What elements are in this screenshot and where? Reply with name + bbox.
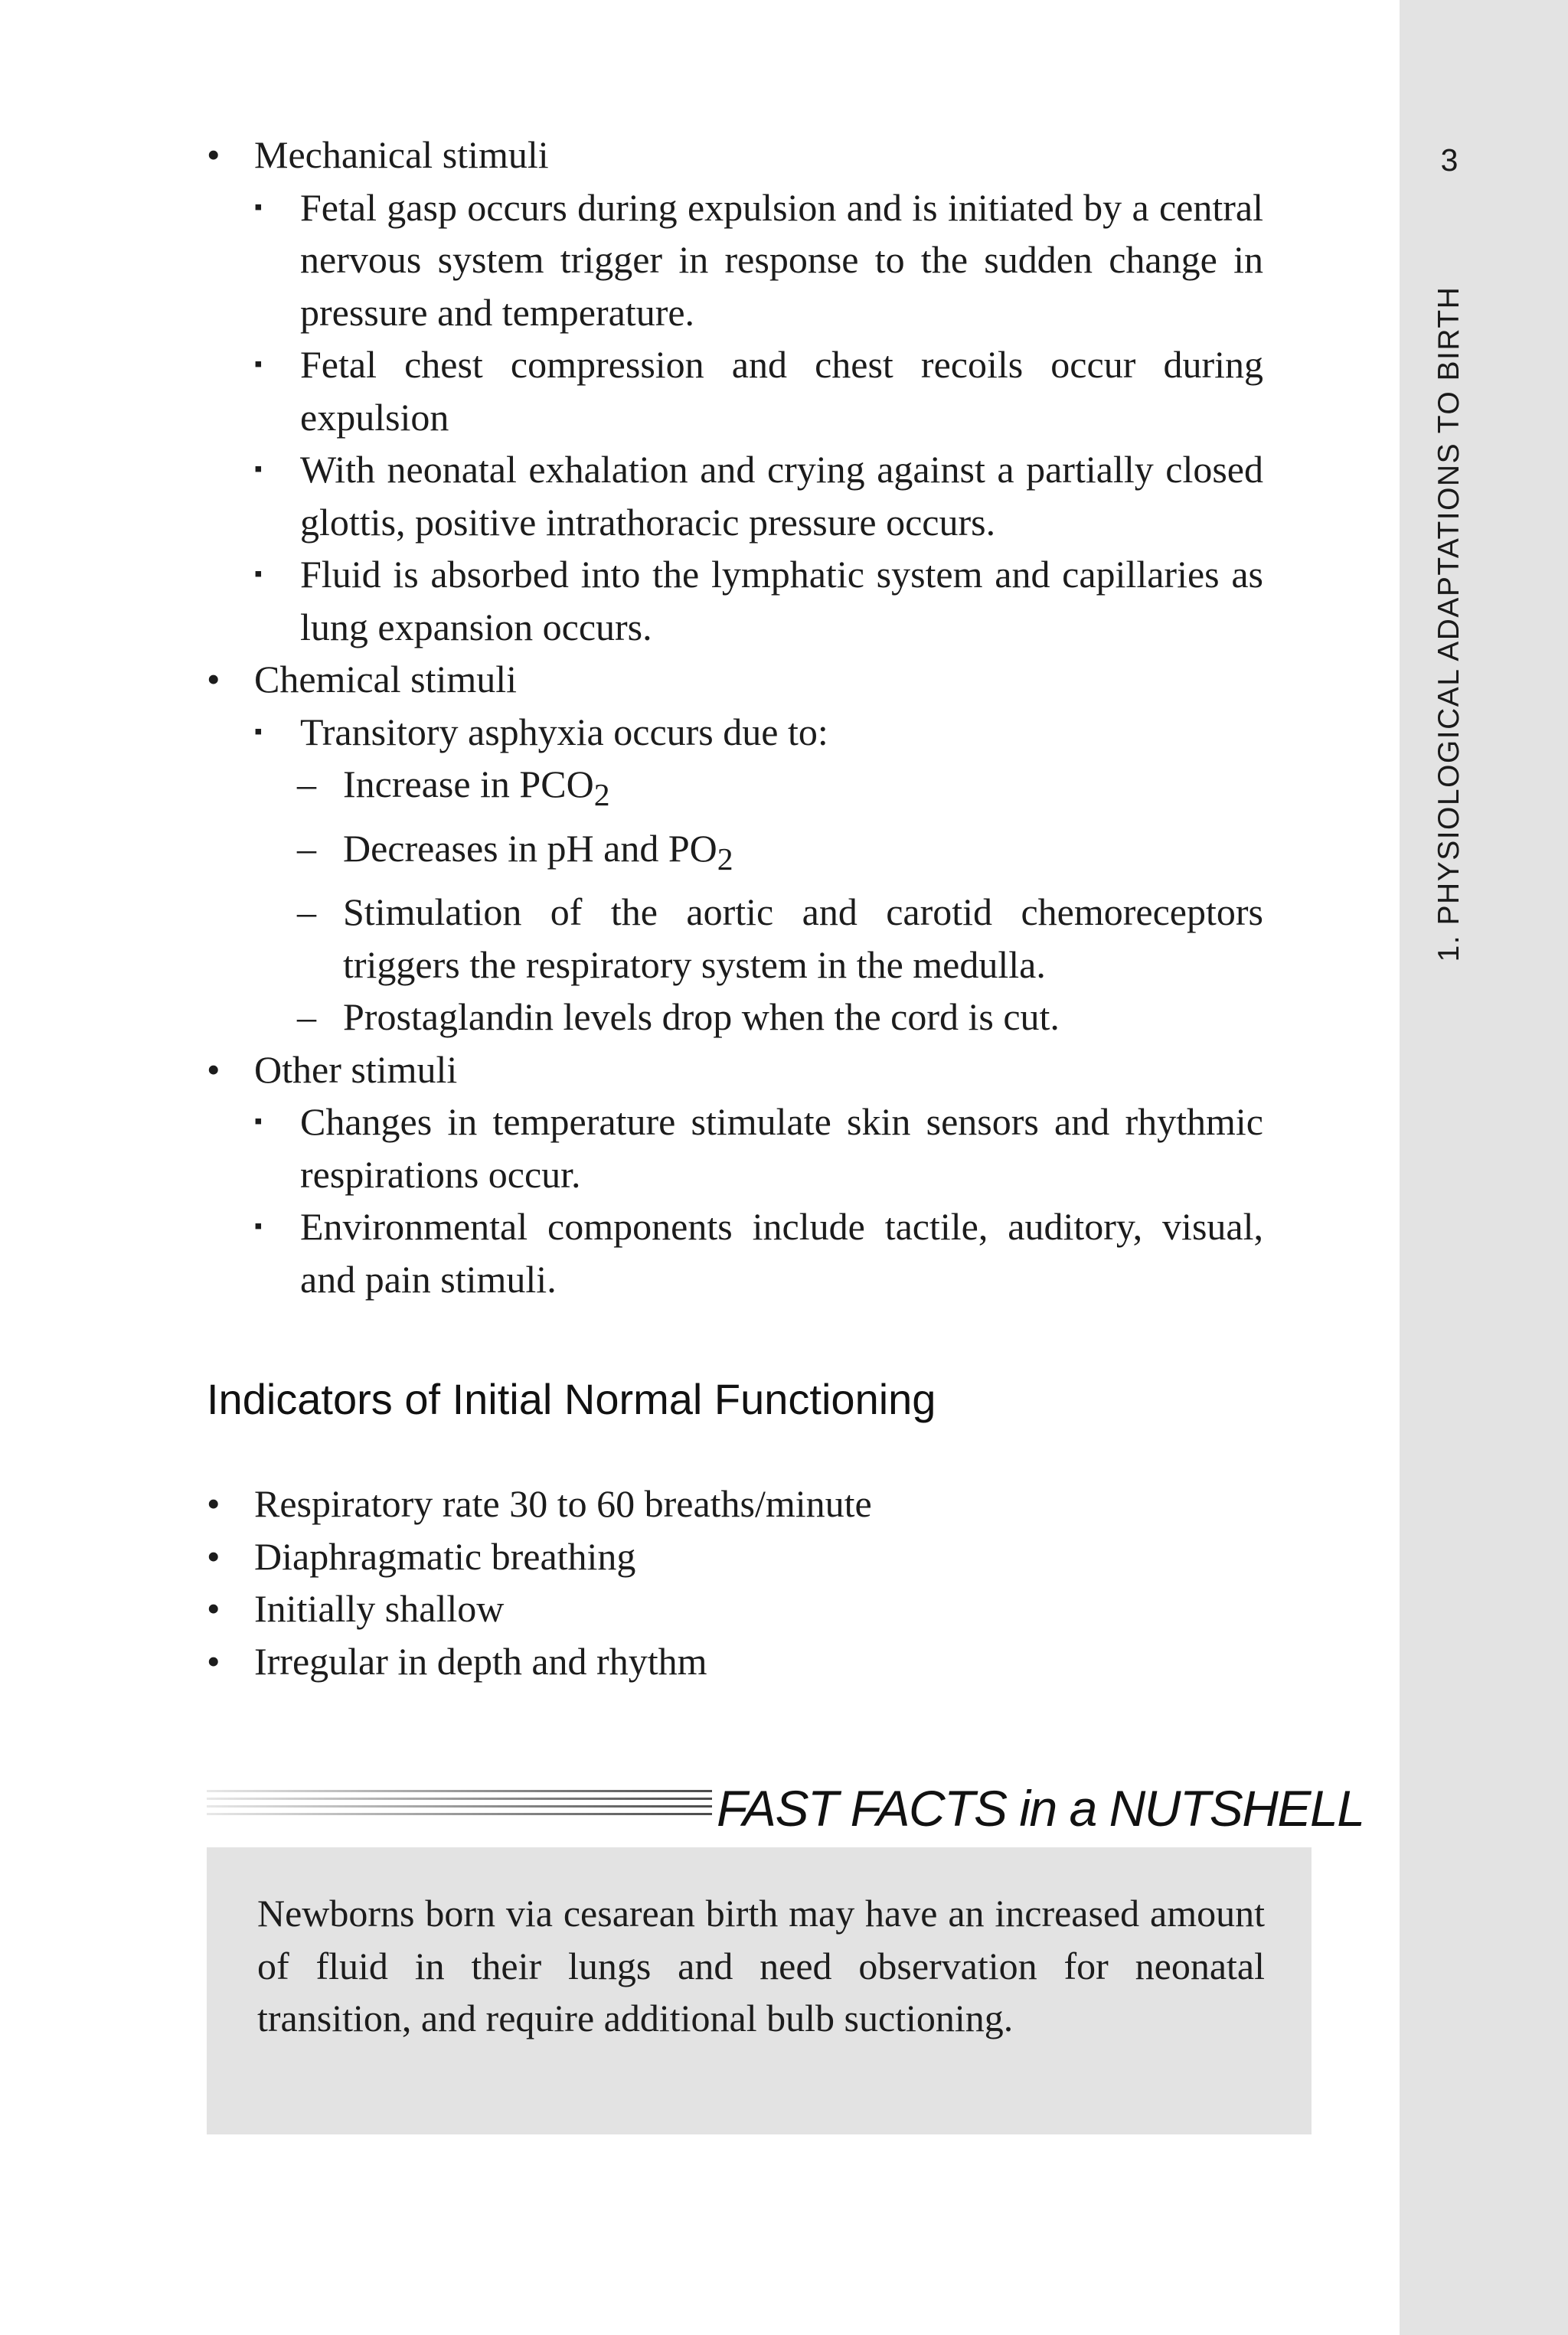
square-bullet-marker: ▪ <box>254 194 263 220</box>
page-number: 3 <box>1440 142 1459 178</box>
list-item-text: With neonatal exhalation and crying against a partially closed glottis, positive intrathoracic pressure occurs. <box>300 448 1263 544</box>
list-item-text: Fetal chest compression and chest recoils occur during expulsion <box>300 343 1263 439</box>
decorative-rule <box>207 1798 712 1800</box>
subscript: 2 <box>593 778 610 813</box>
bullet-marker: • <box>207 1047 220 1091</box>
stimulus-label: Other stimuli <box>254 1047 458 1091</box>
list-item <box>207 181 1263 339</box>
sub-list-item-text: Stimulation of the aortic and carotid chemoreceptors triggers the respiratory system in the medulla. <box>343 890 1263 986</box>
list-item <box>207 1530 1263 1583</box>
square-bullet-marker: ▪ <box>254 1109 263 1134</box>
indicators-list <box>207 1478 1263 1687</box>
list-item <box>207 1200 1263 1305</box>
sub-list-item-text: Increase in PCO <box>343 763 594 805</box>
dash-marker: – <box>297 890 316 933</box>
chapter-tab-title: 1. PHYSIOLOGICAL ADAPTATIONS TO BIRTH <box>1432 286 1465 962</box>
sub-list-item <box>207 822 1263 887</box>
list-item-text: Changes in temperature stimulate skin sensors and rhythmic respirations occur. <box>300 1100 1263 1196</box>
subscript: 2 <box>717 841 733 877</box>
stimulus-item-other <box>207 1043 1263 1096</box>
section-heading: Indicators of Initial Normal Functioning <box>207 1375 936 1423</box>
list-item <box>207 1478 1263 1530</box>
square-bullet-marker: ▪ <box>254 718 263 744</box>
sub-list-item <box>207 886 1263 991</box>
bullet-marker: • <box>207 1639 220 1683</box>
dash-marker: – <box>297 826 316 870</box>
chapter-side-tab <box>1400 0 1568 2335</box>
bullet-marker: • <box>207 133 220 176</box>
fast-facts-title: FAST FACTS in a NUTSHELL <box>717 1780 1364 1837</box>
decorative-rule <box>207 1813 712 1815</box>
square-bullet-marker: ▪ <box>254 561 263 586</box>
sub-list-item <box>207 991 1263 1043</box>
list-item-text: Respiratory rate 30 to 60 breaths/minute <box>254 1482 872 1525</box>
dash-marker: – <box>297 763 316 805</box>
stimuli-list <box>207 129 1263 1305</box>
square-bullet-marker: ▪ <box>254 351 263 377</box>
list-item <box>207 548 1263 653</box>
chapter-tab-wrapper <box>1426 249 1472 999</box>
square-bullet-marker: ▪ <box>254 456 263 482</box>
fast-facts-decorative-lines <box>207 1790 712 1828</box>
list-item <box>207 1096 1263 1200</box>
stimulus-item-mechanical <box>207 129 1263 181</box>
list-item-text: Fluid is absorbed into the lymphatic system and capillaries as lung expansion occurs. <box>300 553 1263 648</box>
list-item-text: Diaphragmatic breathing <box>254 1534 636 1578</box>
decorative-rule <box>207 1805 712 1808</box>
sub-list-item <box>207 758 1263 822</box>
bullet-marker: • <box>207 1534 220 1578</box>
list-item <box>207 338 1263 443</box>
dash-marker: – <box>297 995 316 1038</box>
list-item <box>207 706 1263 759</box>
stimulus-label: Chemical stimuli <box>254 658 518 700</box>
list-item-text: Fetal gasp occurs during expulsion and is initiated by a central nervous system trigger in response to the sudden change in pressure and temperature. <box>300 185 1263 334</box>
stimulus-item-chemical <box>207 653 1263 706</box>
sub-list-item-text: Decreases in pH and PO <box>343 826 717 870</box>
list-item-text: Initially shallow <box>254 1587 505 1630</box>
square-bullet-marker: ▪ <box>254 1213 263 1239</box>
bullet-marker: • <box>207 658 220 700</box>
bullet-marker: • <box>207 1587 220 1630</box>
stimulus-label: Mechanical stimuli <box>254 133 549 176</box>
list-item <box>207 443 1263 548</box>
list-item <box>207 1582 1263 1635</box>
fast-facts-box <box>207 1847 1312 2134</box>
list-item-text: Environmental components include tactile, auditory, visual, and pain stimuli. <box>300 1205 1263 1301</box>
list-item <box>207 1635 1263 1688</box>
list-item-text: Transitory asphyxia occurs due to: <box>300 710 828 753</box>
decorative-rule <box>207 1790 712 1792</box>
sub-list-item-text: Prostaglandin levels drop when the cord is cut. <box>343 995 1060 1038</box>
list-item-text: Irregular in depth and rhythm <box>254 1639 707 1683</box>
bullet-marker: • <box>207 1482 220 1525</box>
fast-facts-text: Newborns born via cesarean birth may have an increased amount of fluid in their lungs and need observation for neonatal transition, and require additional bulb suctioning. <box>257 1892 1265 2039</box>
